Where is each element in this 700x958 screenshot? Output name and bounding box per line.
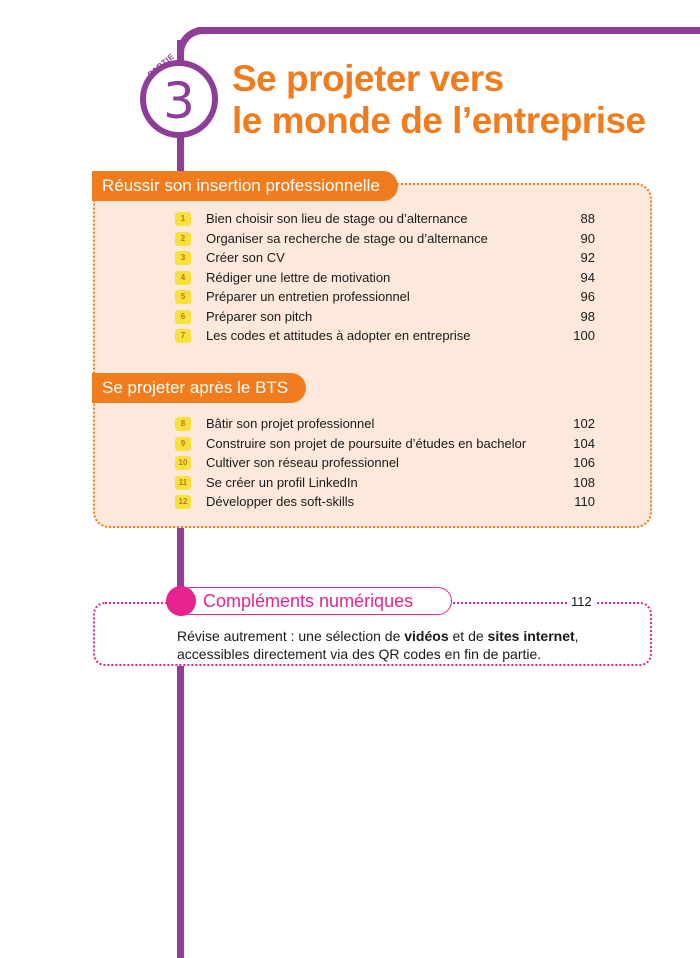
chapter-page: 108 <box>573 474 595 490</box>
chapter-title: Construire son projet de poursuite d’études en bachelor <box>206 435 527 451</box>
chapter-number-badge: 2 <box>175 232 191 246</box>
chapter-page: 90 <box>580 230 595 246</box>
chapter-number-badge: 11 <box>175 476 191 490</box>
chapter-number-badge: 7 <box>175 329 191 343</box>
chapter-title: Rédiger une lettre de motivation <box>206 269 391 285</box>
toc-item[interactable] <box>175 287 595 307</box>
chapter-number-badge: 1 <box>175 212 191 226</box>
title-line-2: le monde de l’entreprise <box>232 100 646 141</box>
chapter-title: Créer son CV <box>206 250 285 265</box>
title-line-1: Se projeter vers <box>232 58 504 99</box>
chapter-page: 104 <box>573 435 595 451</box>
complements-text-part1: Révise autrement : une sélection de <box>177 628 405 644</box>
chapter-title: Bien choisir son lieu de stage ou d’alternance <box>206 211 468 226</box>
toc-item[interactable] <box>175 414 595 434</box>
chapter-title: Cultiver son réseau professionnel <box>206 455 399 470</box>
chapter-page: 110 <box>574 494 595 509</box>
complements-bold-sites: sites internet <box>487 628 575 644</box>
chapter-page: 106 <box>573 455 595 470</box>
chapter-title: Bâtir son projet professionnel <box>206 416 375 431</box>
toc-item[interactable] <box>175 307 595 327</box>
toc-item[interactable] <box>175 453 595 473</box>
complements-dot-icon <box>166 586 196 616</box>
chapter-number-badge: 6 <box>175 310 191 324</box>
chapter-number-badge: 3 <box>175 251 191 265</box>
toc-item[interactable] <box>175 434 595 454</box>
complements-page: 112 <box>568 594 595 609</box>
chapter-title: Préparer son pitch <box>206 308 313 324</box>
complements-label[interactable]: Compléments numériques <box>203 591 414 611</box>
chapter-number-badge: 4 <box>175 271 191 285</box>
chapter-number-badge: 8 <box>175 417 191 431</box>
complements-text-part3: , <box>574 628 579 644</box>
chapter-page: 100 <box>573 328 595 343</box>
chapter-title: Organiser sa recherche de stage ou d’alternance <box>206 230 488 246</box>
section-label-apres-bts: Se projeter après le BTS <box>92 373 306 403</box>
toc-item[interactable] <box>175 209 595 229</box>
complements-description <box>177 627 617 663</box>
complements-text-part2: et de <box>448 628 488 644</box>
toc-list-apres-bts <box>175 414 595 512</box>
chapter-number-badge: 5 <box>175 290 191 304</box>
chapter-page: 98 <box>580 308 595 324</box>
chapter-page: 102 <box>573 416 595 431</box>
chapter-title: Se créer un profil LinkedIn <box>206 474 358 490</box>
chapter-page: 94 <box>580 269 595 285</box>
partie-label: PARTIE <box>146 51 177 79</box>
chapter-title: Préparer un entretien professionnel <box>206 289 410 304</box>
chapter-page: 92 <box>580 250 595 265</box>
chapter-number-badge: 9 <box>175 437 191 451</box>
chapter-number-badge: 10 <box>175 456 191 470</box>
section-label-insertion: Réussir son insertion professionnelle <box>92 171 398 201</box>
partie-number: 3 <box>163 72 195 130</box>
complements-bold-videos: vidéos <box>404 628 449 644</box>
chapter-page: 96 <box>580 289 595 304</box>
complements-text-line2: accessibles directement via des QR codes en fin de partie. <box>177 646 542 662</box>
chapter-title: Développer des soft-skills <box>206 494 355 509</box>
chapter-page: 88 <box>580 211 595 226</box>
toc-item[interactable] <box>175 326 595 346</box>
toc-item[interactable] <box>175 229 595 249</box>
purple-frame-horizontal <box>197 27 700 34</box>
toc-list-insertion <box>175 209 595 346</box>
toc-item[interactable] <box>175 268 595 288</box>
chapter-number-badge: 12 <box>175 495 191 509</box>
toc-item[interactable] <box>175 473 595 493</box>
page-title <box>232 58 646 142</box>
toc-item[interactable] <box>175 492 595 512</box>
chapter-title: Les codes et attitudes à adopter en entreprise <box>206 328 471 343</box>
toc-item[interactable] <box>175 248 595 268</box>
